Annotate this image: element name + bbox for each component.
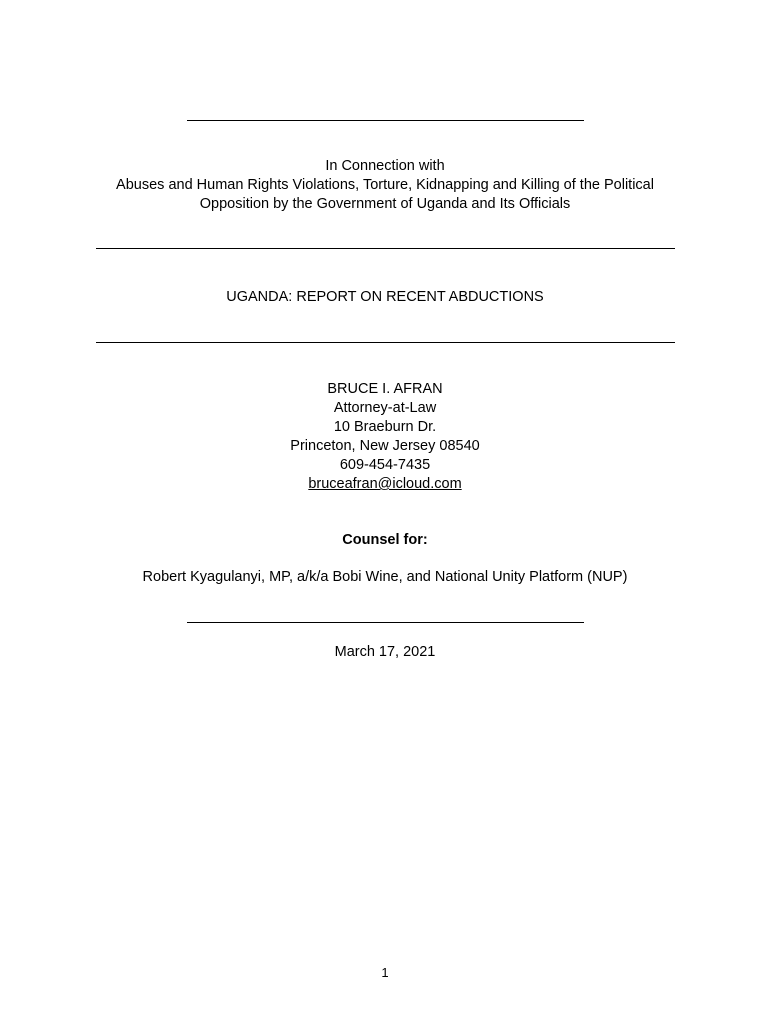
separator-line-2 — [96, 342, 675, 343]
report-title: UGANDA: REPORT ON RECENT ABDUCTIONS — [226, 289, 544, 305]
separator-line-1 — [96, 248, 675, 249]
heading-line-2: Abuses and Human Rights Violations, Torture, Kidnapping and Killing of the Political — [116, 177, 654, 193]
page-number-block — [0, 963, 770, 982]
counsel-client-block — [0, 568, 770, 587]
heading-block — [0, 157, 770, 214]
report-title-block — [0, 288, 770, 307]
top-separator-line — [187, 120, 584, 121]
attorney-phone: 609-454-7435 — [339, 457, 431, 473]
attorney-email-link[interactable]: bruceafran@icloud.com — [308, 476, 462, 492]
page-number: 1 — [381, 965, 389, 980]
heading-line-3: Opposition by the Government of Uganda and Its Officials — [199, 196, 571, 212]
attorney-block — [0, 380, 770, 494]
bottom-separator-line — [187, 622, 584, 623]
heading-line-1: In Connection with — [325, 158, 445, 174]
document-date: March 17, 2021 — [334, 644, 436, 660]
attorney-city: Princeton, New Jersey 08540 — [290, 438, 480, 454]
attorney-street: 10 Braeburn Dr. — [333, 419, 437, 435]
counsel-label-block — [0, 531, 770, 550]
counsel-client: Robert Kyagulanyi, MP, a/k/a Bobi Wine, and National Unity Platform (NUP) — [142, 569, 628, 585]
attorney-name: BRUCE I. AFRAN — [327, 381, 443, 397]
counsel-label: Counsel for: — [342, 532, 428, 548]
date-block — [0, 643, 770, 662]
attorney-title: Attorney-at-Law — [333, 400, 437, 416]
